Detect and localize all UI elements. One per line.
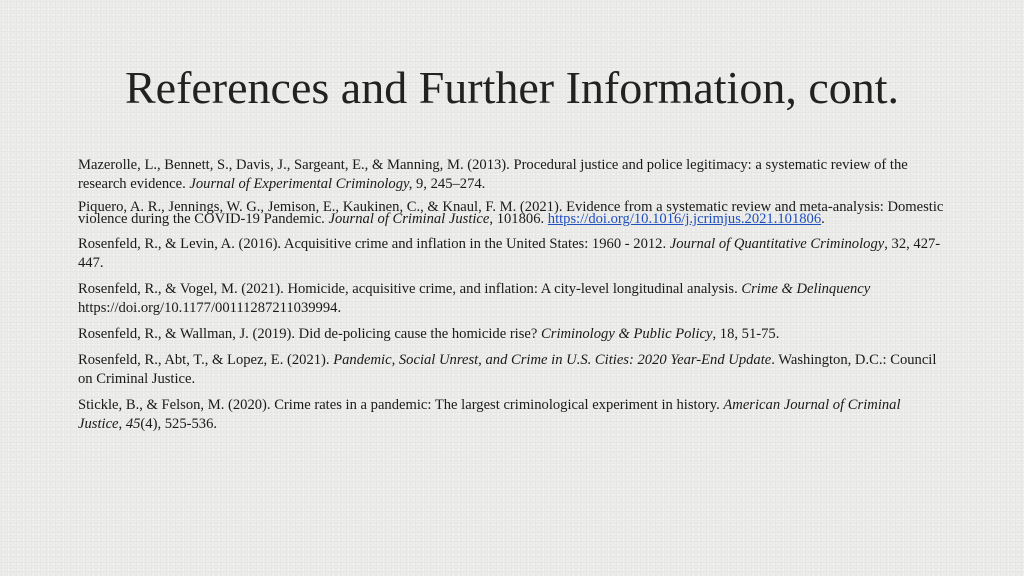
reference-item [78, 351, 948, 389]
reference-volume: 45 [125, 416, 141, 432]
reference-item [78, 201, 948, 225]
reference-item [78, 325, 948, 344]
reference-item [78, 396, 948, 434]
reference-text: , [118, 416, 126, 432]
reference-text: Rosenfeld, R., Abt, T., & Lopez, E. (2021). [78, 352, 334, 368]
reference-text: , 101806. [489, 211, 548, 227]
reference-text: 9, 245–274. [412, 176, 486, 192]
reference-doi-link[interactable]: https://doi.org/10.1016/j.jcrimjus.2021.101806 [547, 211, 822, 227]
reference-journal: Journal of Criminal Justice [328, 211, 490, 227]
reference-journal: Journal of Quantitative Criminology [669, 236, 885, 252]
reference-text: Rosenfeld, R., & Wallman, J. (2019). Did de-policing cause the homicide rise? [78, 326, 542, 342]
reference-list [78, 156, 948, 441]
reference-text: Rosenfeld, R., & Levin, A. (2016). Acquisitive crime and inflation in the United States: 1960 - 2012. [78, 236, 670, 252]
reference-item [78, 156, 948, 194]
reference-text: , 18, 51-75. [712, 326, 780, 342]
slide-title: References and Further Information, cont. [124, 62, 900, 113]
reference-text: . [821, 211, 825, 227]
reference-text: (4), 525-536. [140, 416, 218, 432]
reference-text: Piquero, A. R., Jennings, W. G., Jemison, E., Kaukinen, C., & Knaul, F. M. (2021). Evidence from a systematic review and meta-analysis: Domestic violence during the COVID-19 Pandemic. [78, 199, 944, 227]
reference-text: Rosenfeld, R., & Vogel, M. (2021). Homicide, acquisitive crime, and inflation: A city-level longitudinal analysis. [78, 281, 742, 297]
reference-text: . Washington, D.C.: Council on Criminal Justice. [78, 352, 937, 387]
reference-journal: Criminology & Public Policy [541, 326, 713, 342]
reference-text: , 32, 427-447. [78, 236, 941, 271]
reference-journal: Crime & Delinquency [741, 281, 871, 297]
reference-text: Stickle, B., & Felson, M. (2020). Crime rates in a pandemic: The largest criminological experiment in history. [78, 397, 724, 413]
reference-report-title: Pandemic, Social Unrest, and Crime in U.S. Cities: 2020 Year-End Update [333, 352, 772, 368]
reference-text: Mazerolle, L., Bennett, S., Davis, J., Sargeant, E., & Manning, M. (2013). Procedural justice and police legitimacy: a systematic review of the research evidence. [78, 157, 908, 192]
reference-text: https://doi.org/10.1177/00111287211039994. [78, 300, 342, 316]
reference-journal: Journal of Experimental Criminology, [189, 176, 413, 192]
reference-item [78, 280, 948, 318]
reference-journal: American Journal of Criminal Justice [78, 397, 901, 432]
reference-item [78, 235, 948, 273]
